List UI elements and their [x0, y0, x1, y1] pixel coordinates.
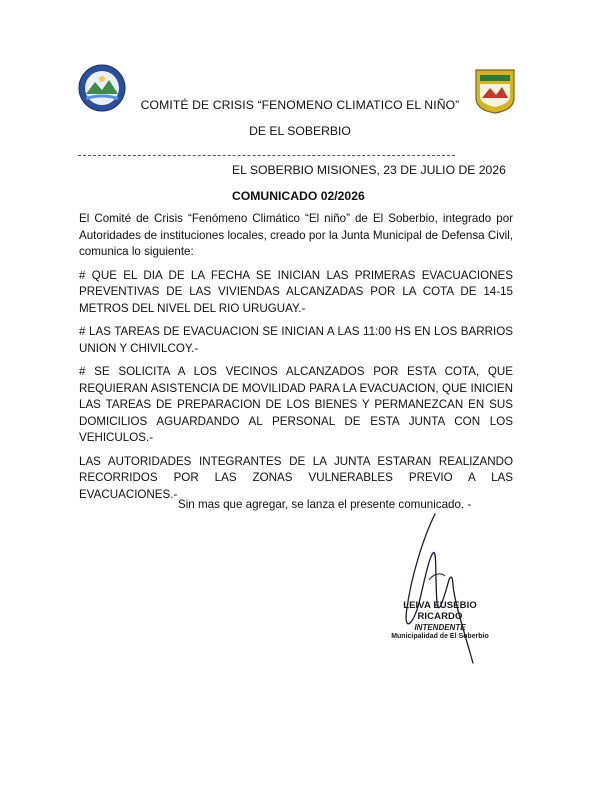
- paragraph-evacuations: # QUE EL DIA DE LA FECHA SE INICIAN LAS PRIMERAS EVACUACIONES PREVENTIVAS DE LAS VIVIENDAS ALCANZADAS POR LA COTA DE 14-15 METROS DEL NIVEL DEL RIO URUGUAY.-: [79, 268, 513, 315]
- dateline: EL SOBERBIO MISIONES, 23 DE JULIO DE 2026: [232, 163, 506, 177]
- paragraph-authorities: LAS AUTORIDADES INTEGRANTES DE LA JUNTA ESTARAN REALIZANDO RECORRIDOS POR LAS ZONAS VULNERABLES PREVIO A LAS EVACUACIONES.-: [79, 454, 513, 501]
- stamp-municipality: Municipalidad de El Soberbio: [391, 633, 489, 640]
- header-subtitle: DE EL SOBERBIO: [249, 124, 351, 138]
- header-title: COMITÉ DE CRISIS “FENOMENO CLIMATICO EL NIÑO”: [140, 98, 460, 112]
- paragraph-intro: El Comité de Crisis “Fenómeno Climático “El niño” de El Soberbio, integrado por Autoridades de instituciones locales, creado por la Junta Municipal de Defensa Civil, comunica lo siguiente:: [79, 212, 513, 258]
- separator-line: [78, 155, 455, 156]
- paragraph-request: # SE SOLICITA A LOS VECINOS ALCANZADOS POR ESTA COTA, QUE REQUIERAN ASISTENCIA DE MOVILIDAD PARA LA EVACUACION, QUE INICIEN LAS TAREAS DE PREPARACION DE LOS BIENES Y PERMANEZCAN EN SUS DOMICILIOS AGUARDANDO AL PERSONAL DE ESTA JUNTA CON LOS VEHICULOS.-: [79, 365, 513, 444]
- official-stamp: [380, 600, 500, 640]
- stamp-role: INTENDENTE: [414, 623, 466, 632]
- closing-line: Sin mas que agregar, se lanza el presente comunicado. -: [178, 498, 472, 511]
- defensa-civil-emblem-icon: [474, 68, 516, 114]
- stamp-name: LEIVA EUSEBIO RICARDO: [403, 600, 477, 622]
- municipal-seal-icon: [78, 64, 126, 112]
- paragraph-schedule: # LAS TAREAS DE EVACUACION SE INICIAN A LAS 11:00 HS EN LOS BARRIOS UNION Y CHIVILCOY.-: [79, 325, 513, 355]
- comunicado-heading: COMUNICADO 02/2026: [232, 189, 365, 203]
- body-text: [79, 211, 513, 510]
- signature-icon: [393, 508, 493, 668]
